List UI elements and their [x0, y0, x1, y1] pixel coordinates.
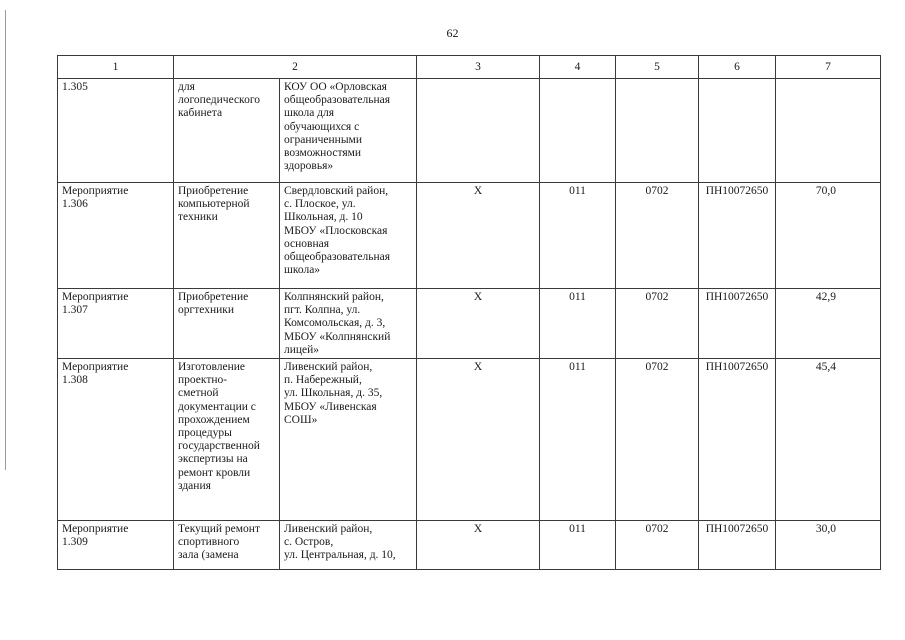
table-row [58, 79, 881, 183]
col3-cell: Х [417, 183, 540, 289]
header-col-3: 3 [417, 56, 540, 79]
measure-id-cell: Мероприятие 1.307 [58, 289, 174, 359]
col6-cell: ПН10072650 [699, 289, 776, 359]
col6-cell: ПН10072650 [699, 359, 776, 521]
header-col-6: 6 [699, 56, 776, 79]
address-cell: КОУ ОО «Орловская общеобразовательная школа для обучающихся с ограниченными возможностями здоровья» [280, 79, 417, 183]
col3-cell: Х [417, 521, 540, 570]
col4-cell: 011 [540, 521, 616, 570]
col6-cell: ПН10072650 [699, 521, 776, 570]
col3-cell: Х [417, 359, 540, 521]
address-cell: Ливенский район, с. Остров, ул. Центральная, д. 10, [280, 521, 417, 570]
col5-cell: 0702 [616, 289, 699, 359]
col4-cell [540, 79, 616, 183]
col6-cell [699, 79, 776, 183]
table-row [58, 289, 881, 359]
header-col-5: 5 [616, 56, 699, 79]
col6-cell: ПН10072650 [699, 183, 776, 289]
measure-id-cell: Мероприятие 1.309 [58, 521, 174, 570]
col5-cell [616, 79, 699, 183]
measure-name-cell: Приобретение компьютерной техники [174, 183, 280, 289]
col5-cell: 0702 [616, 359, 699, 521]
col7-cell: 70,0 [776, 183, 881, 289]
col7-cell: 45,4 [776, 359, 881, 521]
col5-cell: 0702 [616, 183, 699, 289]
col4-cell: 011 [540, 183, 616, 289]
table-row [58, 521, 881, 570]
measure-name-cell: Текущий ремонт спортивного зала (замена [174, 521, 280, 570]
address-cell: Свердловский район, с. Плоское, ул. Школьная, д. 10 МБОУ «Плосковская основная общеобразовательная школа» [280, 183, 417, 289]
measure-id-cell: Мероприятие 1.308 [58, 359, 174, 521]
header-col-7: 7 [776, 56, 881, 79]
header-row [58, 56, 881, 79]
measure-name-cell: для логопедического кабинета [174, 79, 280, 183]
col7-cell: 42,9 [776, 289, 881, 359]
measure-id-cell: 1.305 [58, 79, 174, 183]
address-cell: Ливенский район, п. Набережный, ул. Школьная, д. 35, МБОУ «Ливенская СОШ» [280, 359, 417, 521]
budget-table [57, 55, 881, 570]
table-row [58, 359, 881, 521]
col4-cell: 011 [540, 289, 616, 359]
col7-cell [776, 79, 881, 183]
table-row [58, 183, 881, 289]
header-col-4: 4 [540, 56, 616, 79]
address-cell: Колпнянский район, пгт. Колпна, ул. Комсомольская, д. 3, МБОУ «Колпнянский лицей» [280, 289, 417, 359]
col3-cell: Х [417, 289, 540, 359]
col7-cell: 30,0 [776, 521, 881, 570]
header-col-1: 1 [58, 56, 174, 79]
col5-cell: 0702 [616, 521, 699, 570]
header-col-2: 2 [174, 56, 417, 79]
measure-name-cell: Изготовление проектно- сметной документации с прохождением процедуры государственной экспертизы на ремонт кровли здания [174, 359, 280, 521]
col4-cell: 011 [540, 359, 616, 521]
measure-id-cell: Мероприятие 1.306 [58, 183, 174, 289]
margin-line [5, 10, 6, 470]
col3-cell [417, 79, 540, 183]
page-number: 62 [446, 26, 459, 40]
measure-name-cell: Приобретение оргтехники [174, 289, 280, 359]
